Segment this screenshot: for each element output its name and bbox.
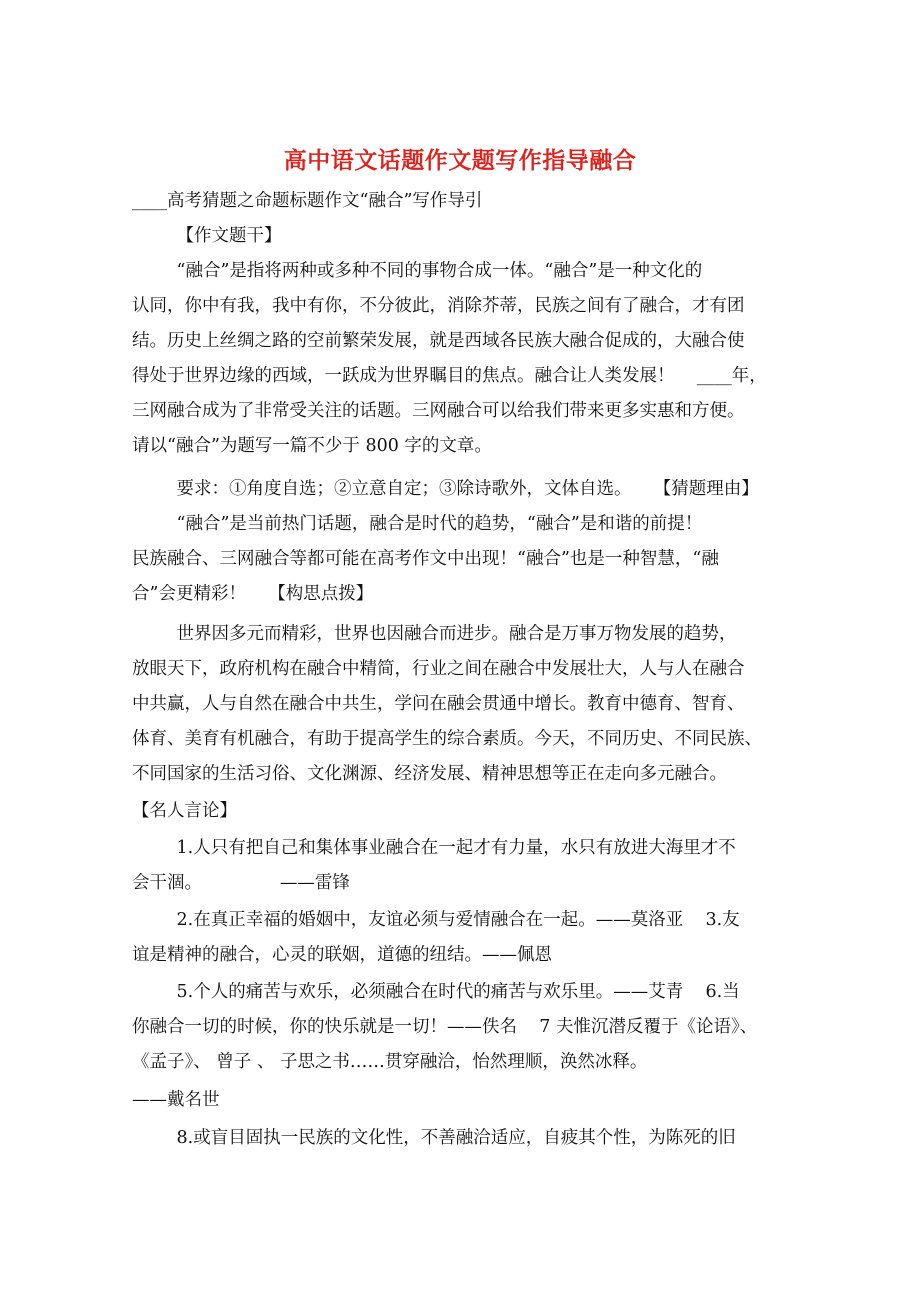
text-line: 2.在真正幸福的婚姻中，友谊必须与爱情融合在一起。——莫洛亚 3.友 — [132, 910, 740, 930]
text-line: 1.人只有把自己和集体事业融合在一起才有力量，水只有放进大海里才不 — [132, 838, 736, 858]
text-line: 不同国家的生活习俗、文化渊源、经济发展、精神思想等正在走向多元融合。 — [132, 764, 727, 784]
text-line: 得处于世界边缘的西域，一跃成为世界瞩目的焦点。融合让人类发展！ ____年， — [132, 366, 767, 386]
text-line: ____高考猜题之命题标题作文“融合”写作导引 — [132, 191, 483, 211]
text-line: 要求：①角度自选；②立意自定；③除诗歌外，文体自选。 【猜题理由】 — [132, 479, 759, 499]
text-line: “融合”是指将两种或多种不同的事物合成一体。“融合”是一种文化的 — [132, 261, 703, 281]
document-title: 高中语文话题作文题写作指导融合 — [283, 148, 637, 174]
text-line: 8.或盲目固执一民族的文化性，不善融洽适应，自疲其个性，为陈死的旧 — [132, 1128, 736, 1148]
text-line: ——戴名世 — [132, 1090, 220, 1110]
text-line: 你融合一切的时候，你的快乐就是一切！——佚名 7 夫惟沉潜反覆于《论语》、 — [132, 1017, 758, 1037]
text-line: 谊是精神的融合，心灵的联姻，道德的纽结。——佩恩 — [132, 945, 552, 965]
text-line: 民族融合、三网融合等都可能在高考作文中出现！“融合”也是一种智慧，“融 — [132, 549, 719, 569]
text-line: 放眼天下，政府机构在融合中精简，行业之间在融合中发展壮大，人与人在融合 — [132, 659, 745, 679]
text-line: 请以“融合”为题写一篇不少于 800 字的文章。 — [132, 436, 492, 456]
text-line: 5.个人的痛苦与欢乐，必须融合在时代的痛苦与欢乐里。——艾青 6.当 — [132, 982, 740, 1002]
text-line: 《孟子》、 曾子 、 子思之书……贯穿融洽，怡然理顺，涣然冰释。 — [132, 1052, 648, 1072]
text-line: 结。历史上丝绸之路的空前繁荣发展，就是西域各民族大融合促成的，大融合使 — [132, 331, 745, 351]
text-line: 合”会更精彩！ 【构思点拨】 — [132, 584, 374, 604]
text-line: “融合”是当前热门话题，融合是时代的趋势，“融合”是和谐的前提！ — [132, 514, 703, 534]
text-line: 中共赢，人与自然在融合中共生，学问在融会贯通中增长。教育中德育、智育、 — [132, 694, 745, 714]
text-line: 体育、美育有机融合，有助于提高学生的综合素质。今天，不同历史、不同民族、 — [132, 729, 762, 749]
text-line: 认同，你中有我，我中有你，不分彼此，消除芥蒂，民族之间有了融合，才有团 — [132, 296, 745, 316]
text-line: 世界因多元而精彩，世界也因融合而进步。融合是万事万物发展的趋势， — [132, 624, 737, 644]
text-line: 【作文题干】 — [132, 226, 282, 246]
text-line: 三网融合成为了非常受关注的话题。三网融合可以给我们带来更多实惠和方便。 — [132, 401, 745, 421]
text-line: 会干涸。 ——雷锋 — [132, 873, 350, 893]
section-heading: 【名人言论】 — [132, 801, 237, 821]
